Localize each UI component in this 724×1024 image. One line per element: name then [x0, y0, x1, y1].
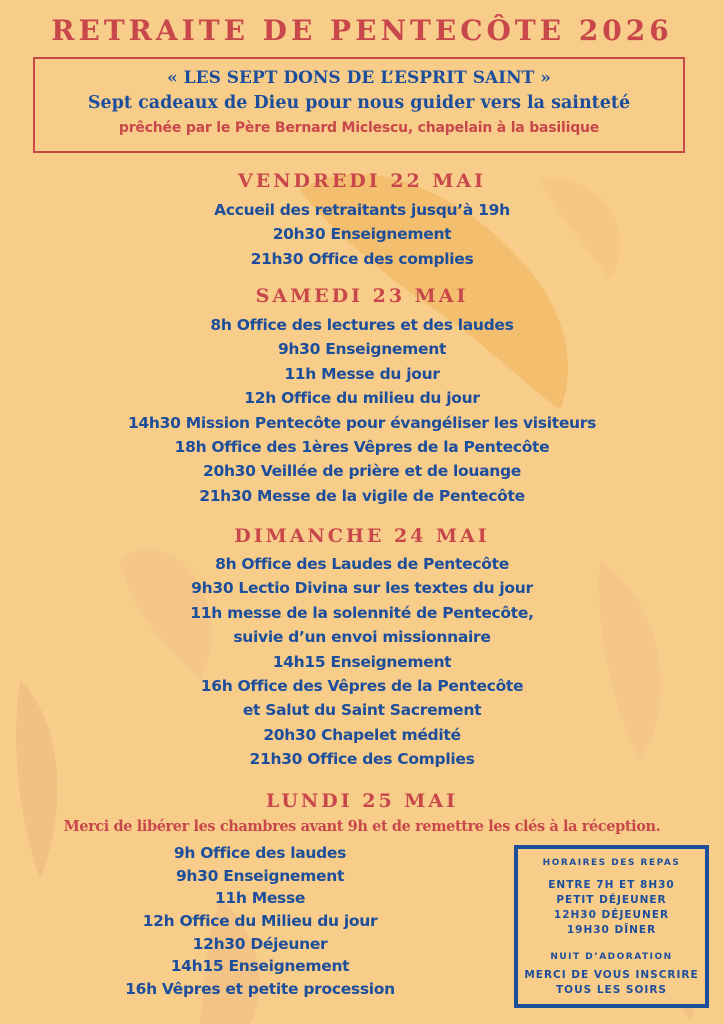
day-title-saturday: SAMEDI 23 MAI	[255, 285, 469, 307]
meal-times-heading: HORAIRES DES REPAS	[542, 858, 681, 868]
retreat-subtitle: Sept cadeaux de Dieu pour nous guider vers la sainteté	[87, 93, 631, 113]
schedule-item: 8h Office des lectures et des laudes	[210, 316, 514, 334]
schedule-item: 12h30 Déjeuner	[192, 934, 328, 953]
schedule-item: 18h Office des 1ères Vêpres de la Pentecôte	[174, 437, 550, 456]
schedule-item: 20h30 Veillée de prière et de louange	[202, 462, 522, 481]
meal-time-line: PETIT DÉJEUNER	[556, 894, 667, 906]
preacher-line: prêchée par le Père Bernard Miclescu, chapelain à la basilique	[118, 120, 600, 136]
page-title: RETRAITE DE PENTECÔTE 2026	[51, 14, 673, 47]
schedule-item: 8h Office des Laudes de Pentecôte	[215, 555, 509, 573]
day-title-monday: LUNDI 25 MAI	[266, 790, 458, 812]
schedule-item: 14h30 Mission Pentecôte pour évangéliser les visiteurs	[127, 413, 597, 432]
schedule-item: 9h30 Lectio Divina sur les textes du jour	[191, 579, 533, 598]
meal-time-line: 19H30 DÎNER	[566, 924, 657, 936]
schedule-item: 21h30 Office des Complies	[249, 750, 475, 769]
schedule-item: suivie d’un envoi missionnaire	[233, 628, 491, 647]
sunday-schedule	[0, 552, 724, 772]
schedule-item: 14h15 Enseignement	[170, 957, 350, 976]
schedule-item: 21h30 Office des complies	[250, 249, 474, 268]
schedule-item: 9h30 Enseignement	[277, 340, 447, 359]
retreat-theme: « LES SEPT DONS DE L’ESPRIT SAINT »	[167, 68, 551, 88]
schedule-item: Accueil des retraitants jusqu’à 19h	[214, 201, 510, 219]
schedule-item: 12h Office du Milieu du jour	[142, 912, 378, 931]
schedule-item: 20h30 Enseignement	[272, 225, 452, 244]
schedule-item: 16h Office des Vêpres de la Pentecôte	[200, 676, 524, 695]
monday-schedule	[0, 842, 520, 1001]
adoration-heading: NUIT D’ADORATION	[550, 952, 673, 962]
day-title-sunday: DIMANCHE 24 MAI	[234, 525, 490, 547]
friday-schedule	[0, 198, 724, 271]
schedule-item: 21h30 Messe de la vigile de Pentecôte	[199, 486, 525, 505]
schedule-item: 11h Messe du jour	[284, 364, 440, 383]
schedule-item: 9h Office des laudes	[173, 844, 347, 862]
meal-times-box	[514, 845, 709, 1008]
checkout-notice: Merci de libérer les chambres avant 9h et de remettre les clés à la réception.	[63, 818, 661, 835]
schedule-item: 16h Vêpres et petite procession	[125, 980, 395, 999]
schedule-item: et Salut du Saint Sacrement	[242, 701, 482, 720]
adoration-line: MERCI DE VOUS INSCRIRE	[524, 969, 699, 981]
day-title-friday: VENDREDI 22 MAI	[237, 170, 487, 192]
saturday-schedule	[0, 313, 724, 508]
schedule-item: 11h Messe	[214, 889, 306, 908]
schedule-item: 14h15 Enseignement	[272, 652, 452, 671]
adoration-line: TOUS LES SOIRS	[556, 984, 667, 996]
meal-time-line: ENTRE 7H ET 8H30	[548, 879, 675, 891]
schedule-item: 9h30 Enseignement	[175, 866, 345, 885]
schedule-item: 11h messe de la solennité de Pentecôte,	[190, 603, 534, 622]
meal-time-line: 12H30 DÉJEUNER	[553, 909, 670, 921]
schedule-item: 20h30 Chapelet médité	[263, 725, 461, 744]
schedule-item: 12h Office du milieu du jour	[244, 389, 480, 408]
theme-box	[33, 57, 685, 153]
